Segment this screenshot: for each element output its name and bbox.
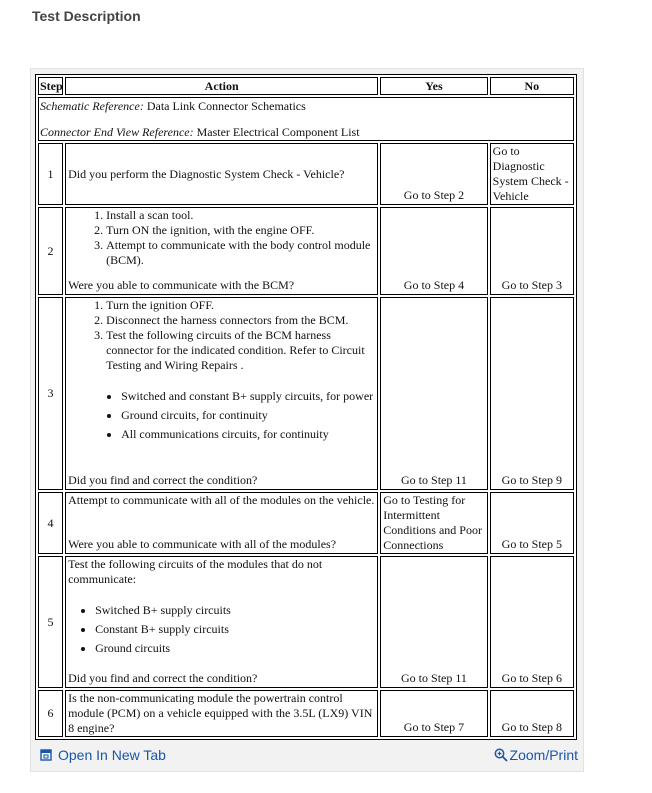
table-row [38,556,574,688]
yes-cell: Go to Testing for Intermittent Conditions and Poor Connections [380,492,487,554]
reference-row [38,97,574,141]
table-row [38,492,574,554]
yes-cell: Go to Step 7 [380,690,487,737]
no-cell: Go to Diagnostic System Check - Vehicle [490,143,574,205]
action-cell [65,556,378,688]
step-number: 4 [38,492,63,554]
action-text: Attempt to communicate with all of the modules on the vehicle. [68,493,375,507]
action-steps-list [68,208,375,268]
step-number: 3 [38,297,63,490]
list-item: • Switched B+ supply circuits [95,603,375,618]
col-header-action: Action [65,77,378,95]
schematic-reference: Schematic Reference: Data Link Connector Schematics [40,99,306,113]
zoom-print-link[interactable] [494,747,578,763]
col-header-yes: Yes [380,77,487,95]
no-cell: Go to Step 3 [490,207,574,295]
action-cell [65,143,378,205]
step-number: 5 [38,556,63,688]
list-item: • Ground circuits, for continuity [121,408,375,423]
action-cell [65,690,378,737]
list-item: 1. Turn the ignition OFF. [106,298,375,313]
list-item: • Ground circuits [95,641,375,656]
action-cell [65,492,378,554]
no-cell: Go to Step 9 [490,297,574,490]
no-cell: Go to Step 6 [490,556,574,688]
table-actions-bar [32,744,580,770]
question-text: Were you able to communicate with all of the modules? [68,537,337,551]
open-in-new-tab-link[interactable] [40,747,166,763]
yes-cell: Go to Step 4 [380,207,487,295]
list-item: 2. Disconnect the harness connectors from the BCM. [106,313,375,328]
action-cell [65,297,378,490]
open-in-new-tab-label: Open In New Tab [58,747,166,763]
step-number: 6 [38,690,63,737]
action-text: Test the following circuits of the modules that do not communicate: [68,557,323,586]
diagnostic-table [35,74,577,740]
table-row [38,297,574,490]
connector-reference: Connector End View Reference: Master Electrical Component List [40,125,360,139]
question-text: Were you able to communicate with the BCM? [68,278,295,292]
list-item: 1. Install a scan tool. [106,208,375,223]
step-number: 1 [38,143,63,205]
list-item: 3. Attempt to communicate with the body control module (BCM). [106,238,375,268]
question-text: Did you find and correct the condition? [68,473,258,487]
zoom-in-icon [494,748,508,762]
question-text: Is the non-communicating module the powertrain control module (PCM) on a vehicle equipped with the 3.5L (LX9) VIN 8 engine? [68,691,373,735]
table-row [38,690,574,737]
list-item: 3. Test the following circuits of the BCM harness connector for the indicated condition. Refer to Circuit Testing and Wiring Repairs . [106,328,375,373]
list-item: • Constant B+ supply circuits [95,622,375,637]
header-row [38,77,574,95]
list-item: • Switched and constant B+ supply circuits, for power [121,389,375,404]
question-text: Did you perform the Diagnostic System Check - Vehicle? [68,166,345,181]
circuit-bullet-list [68,389,375,442]
zoom-print-label: Zoom/Print [509,747,578,763]
no-cell: Go to Step 5 [490,492,574,554]
question-text: Did you find and correct the condition? [68,671,258,685]
col-header-step: Step [38,77,63,95]
col-header-no: No [490,77,574,95]
page-title: Test Description [32,8,141,24]
action-steps-list [68,298,375,373]
yes-cell: Go to Step 11 [380,556,487,688]
open-new-tab-icon [40,749,52,761]
circuit-bullet-list [68,603,375,656]
action-cell [65,207,378,295]
step-number: 2 [38,207,63,295]
reference-cell [38,97,574,141]
table-row [38,207,574,295]
list-item: 2. Turn ON the ignition, with the engine OFF. [106,223,375,238]
list-item: • All communications circuits, for continuity [121,427,375,442]
yes-cell: Go to Step 11 [380,297,487,490]
table-row [38,143,574,205]
no-cell: Go to Step 8 [490,690,574,737]
yes-cell: Go to Step 2 [380,143,487,205]
